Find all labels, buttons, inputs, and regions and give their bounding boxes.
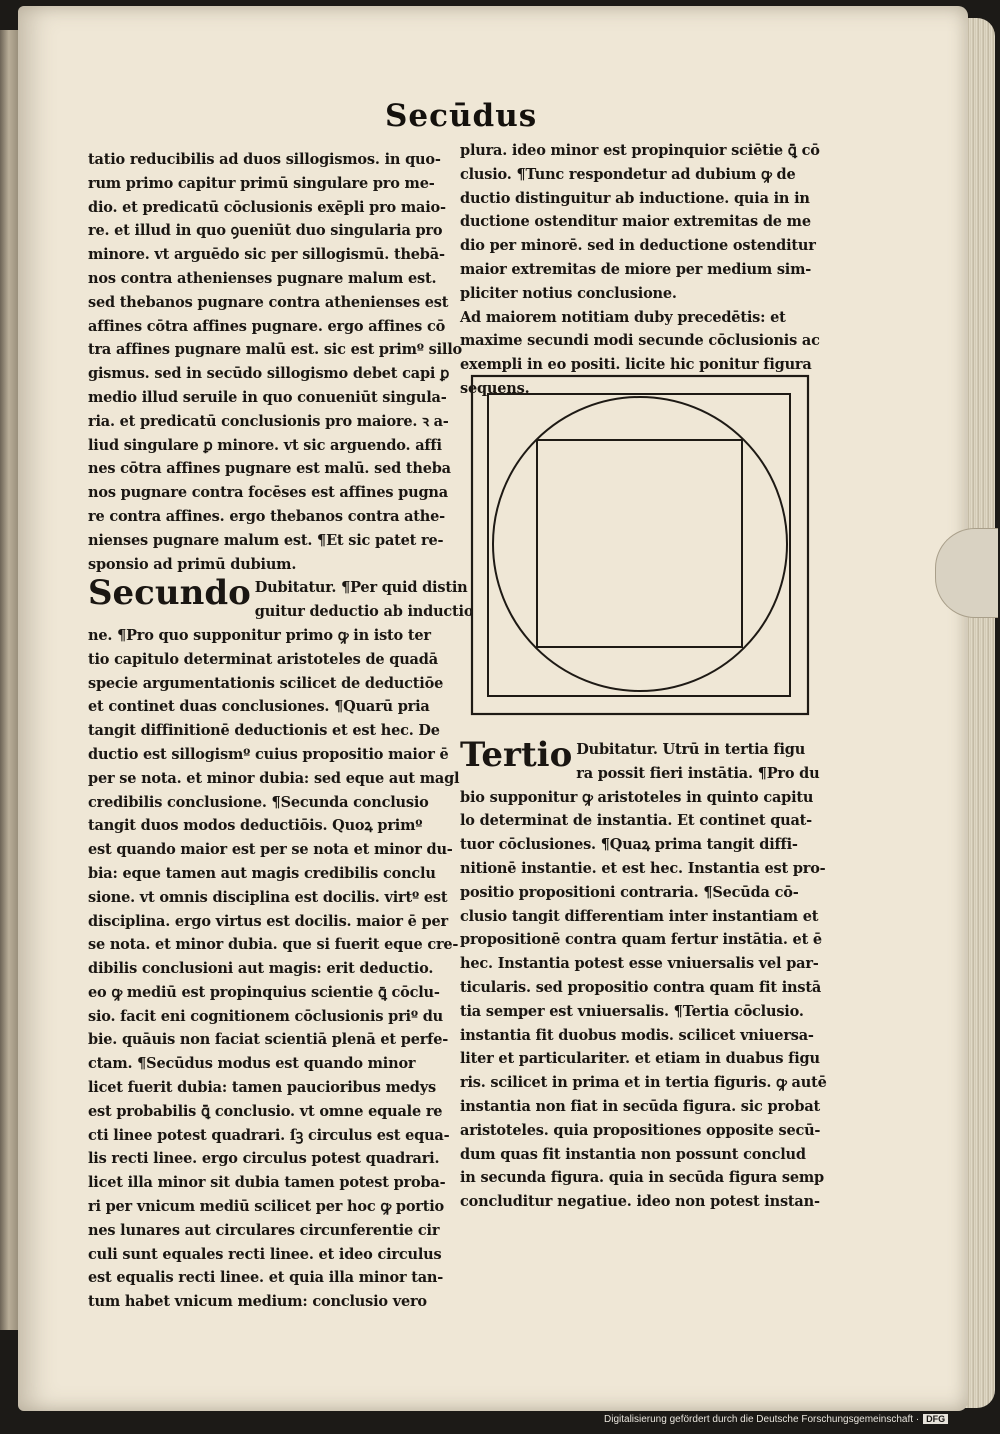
text-line: clusio. ¶Tunc respondetur ad dubium ꝙ de: [460, 165, 796, 183]
text-line: nos pugnare contra focēses est affines pugna: [88, 484, 448, 502]
running-head: Secūdus: [385, 98, 538, 134]
text-line: sponsio ad primū dubium.: [88, 555, 297, 573]
text-line: aristoteles. quia propositiones opposite secū-: [460, 1121, 821, 1139]
text-line: hec. Instantia potest esse vniuersalis vel par-: [460, 955, 819, 973]
text-line: in secunda figura. quia in secūda figura semp: [460, 1169, 824, 1187]
text-line: tra affines pugnare malū est. sic est primº sillo: [88, 341, 462, 359]
text-line: maior extremitas de miore per medium sim-: [460, 260, 812, 278]
text-line: tangit diffinitionē deductionis et est hec. De: [88, 722, 440, 740]
text-line: nienses pugnare malum est. ¶Et sic patet re-: [88, 531, 444, 549]
text-line: liter et particulariter. et etiam in duabus figu: [460, 1050, 820, 1068]
text-line: lis recti linee. ergo circulus potest quadrari.: [88, 1150, 440, 1168]
text-line: ra possit fieri instātia. ¶Pro du: [576, 764, 820, 782]
text-line: Dubitatur. ¶Per quid distin: [254, 579, 468, 597]
right-column-text-after: [460, 786, 827, 1214]
text-line: propositionē contra quam fertur instātia. et ē: [460, 931, 822, 949]
text-line: licet fuerit dubia: tamen paucioribus medys: [88, 1079, 436, 1097]
text-line: sequens.: [460, 379, 530, 397]
text-line: ductione ostenditur maior extremitas de me: [460, 213, 811, 231]
text-line: ductio distinguitur ab inductione. quia in in: [460, 189, 810, 207]
text-line: nos contra athenienses pugnare malum est.: [88, 269, 437, 287]
right-column-lower: [460, 735, 827, 1214]
initial-word-secundo: Secundo: [88, 573, 251, 614]
left-column-text-before: [88, 148, 462, 576]
text-line: ticularis. sed propositio contra quam fit instā: [460, 978, 822, 996]
text-line: per se nota. et minor dubia: sed eque aut magl: [88, 769, 460, 787]
text-line: lo determinat de instantia. Et continet quat-: [460, 812, 812, 830]
initial-word-tertio: Tertio: [460, 735, 573, 775]
text-line: ri per vnicum mediū scilicet per hoc ꝙ portio: [88, 1198, 445, 1216]
text-line: licet illa minor sit dubia tamen potest proba-: [88, 1174, 446, 1192]
text-line: sio. facit eni cognitionem cōclusionis priº du: [88, 1007, 443, 1025]
digitization-credit: [604, 1414, 948, 1425]
text-line: instantia non fiat in secūda figura. sic probat: [460, 1097, 821, 1115]
credit-text: Digitalisierung gefördert durch die Deutsche Forschungsgemeinschaft ·: [604, 1414, 920, 1425]
figure-outer-frame: [472, 376, 808, 714]
text-line: gismus. sed in secūdo sillogismo debet capi ꝑ: [88, 365, 450, 383]
text-line: nitionē instantie. et est hec. Instantia est pro-: [460, 859, 826, 877]
text-line: est equalis recti linee. et quia illa minor tan-: [88, 1269, 444, 1287]
text-line: positio propositioni contraria. ¶Secūda cō-: [460, 883, 799, 901]
right-column: [460, 139, 820, 401]
text-line: tatio reducibilis ad duos sillogismos. in quo-: [88, 151, 441, 168]
text-line: credibilis conclusione. ¶Secunda conclusio: [88, 793, 429, 811]
right-initial-hanging-lines: [576, 738, 819, 786]
text-line: dibilis conclusioni aut magis: erit deductio.: [88, 960, 434, 978]
text-line: dum quas fit instantia non possunt conclud: [460, 1145, 806, 1163]
text-line: bio supponitur ꝙ aristoteles in quinto capitu: [460, 788, 814, 806]
text-line: disciplina. ergo virtus est docilis. maior ē per: [88, 912, 448, 930]
text-line: plura. ideo minor est propinquior sciētie ꝗ̄ cō: [460, 142, 820, 159]
text-line: liud singulare ꝑ minore. vt sic arguendo. affi: [88, 436, 442, 454]
text-line: affines cōtra affines pugnare. ergo affines cō: [88, 317, 446, 335]
text-line: ria. et predicatū conclusionis pro maiore. ꝛ a-: [88, 412, 449, 430]
text-line: eo ꝙ mediū est propinquius scientie ꝗ̄ cōclu-: [88, 983, 440, 1001]
text-line: rum primo capitur primū singulare pro me-: [88, 174, 435, 192]
dfg-logo: DFG: [923, 1414, 948, 1424]
text-line: Ad maiorem notitiam duby precedētis: et: [460, 308, 786, 326]
text-line: culi sunt equales recti linee. et ideo circulus: [88, 1245, 442, 1263]
text-line: concluditur negatiue. ideo non potest instan-: [460, 1193, 820, 1211]
text-line: clusio tangit differentiam inter instantiam et: [460, 907, 819, 925]
text-line: bia: eque tamen aut magis credibilis conclu: [88, 864, 436, 882]
text-line: bie. quāuis non faciat scientiā plenā et perfe-: [88, 1031, 449, 1049]
text-line: maxime secundi modi secunde cōclusionis ac: [460, 332, 820, 350]
text-line: nes lunares aut circulares circunferentie cir: [88, 1221, 440, 1239]
text-line: ris. scilicet in prima et in tertia figuris. ꝙ autē: [460, 1074, 827, 1092]
right-initial-block: [460, 735, 820, 786]
right-column-text-before: [460, 139, 820, 401]
text-line: tuor cōclusiones. ¶Quaꝝ prima tangit diffi-: [460, 836, 798, 854]
text-line: re. et illud in quo ꝯueniūt duo singularia pro: [88, 222, 443, 240]
text-line: specie argumentationis scilicet de deductiōe: [88, 674, 444, 692]
text-line: medio illud seruile in quo conueniūt singula-: [88, 388, 447, 406]
text-line: tio capitulo determinat aristoteles de quadā: [88, 650, 438, 668]
text-line: tangit duos modos deductiōis. Quoꝝ primº: [88, 817, 423, 835]
text-line: ne. ¶Pro quo supponitur primo ꝙ in isto ter: [88, 626, 431, 644]
text-line: instantia fit duobus modis. scilicet vniuersa-: [460, 1026, 814, 1044]
page-tab-marker: [935, 528, 998, 618]
text-line: re contra affines. ergo thebanos contra athe-: [88, 507, 445, 525]
left-initial-hanging-lines: [255, 576, 474, 624]
text-line: nes cōtra affines pugnare est malū. sed theba: [88, 460, 451, 478]
left-column-text-after: [88, 624, 460, 1314]
text-line: dio. et predicatū cōclusionis exēpli pro maio-: [88, 198, 446, 216]
text-line: Dubitatur. Utrū in tertia figu: [576, 741, 806, 758]
text-line: est probabilis ꝗ̄ conclusio. vt omne equale re: [88, 1102, 443, 1120]
text-line: exempli in eo positi. licite hic ponitur figura: [460, 356, 812, 374]
left-initial-block: [88, 573, 474, 624]
text-line: ctam. ¶Secūdus modus est quando minor: [88, 1055, 416, 1073]
text-line: guitur deductio ab inductio: [254, 603, 474, 621]
text-line: et continet duas conclusiones. ¶Quarū pria: [88, 698, 430, 716]
text-line: pliciter notius conclusione.: [460, 284, 677, 302]
text-line: sione. vt omnis disciplina est docilis. virtº est: [88, 888, 448, 906]
text-line: est quando maior est per se nota et minor du-: [88, 841, 453, 859]
figure-inner-square: [537, 440, 742, 647]
text-line: sed thebanos pugnare contra athenienses est: [88, 293, 449, 311]
text-line: dio per minorē. sed in deductione ostenditur: [460, 237, 816, 255]
text-line: minore. vt arguēdo sic per sillogismū. thebā-: [88, 246, 445, 264]
text-line: tum habet vnicum medium: conclusio vero: [88, 1293, 427, 1311]
text-line: cti linee potest quadrari. ſꝫ circulus est equa-: [88, 1126, 450, 1144]
text-line: ductio est sillogismº cuius propositio maior ē: [88, 745, 449, 763]
text-line: se nota. et minor dubia. que si fuerit eque cre-: [88, 936, 459, 954]
left-column: [88, 148, 474, 1314]
text-line: tia semper est vniuersalis. ¶Tertia cōclusio.: [460, 1002, 804, 1020]
woodcut-figure: [470, 374, 810, 716]
